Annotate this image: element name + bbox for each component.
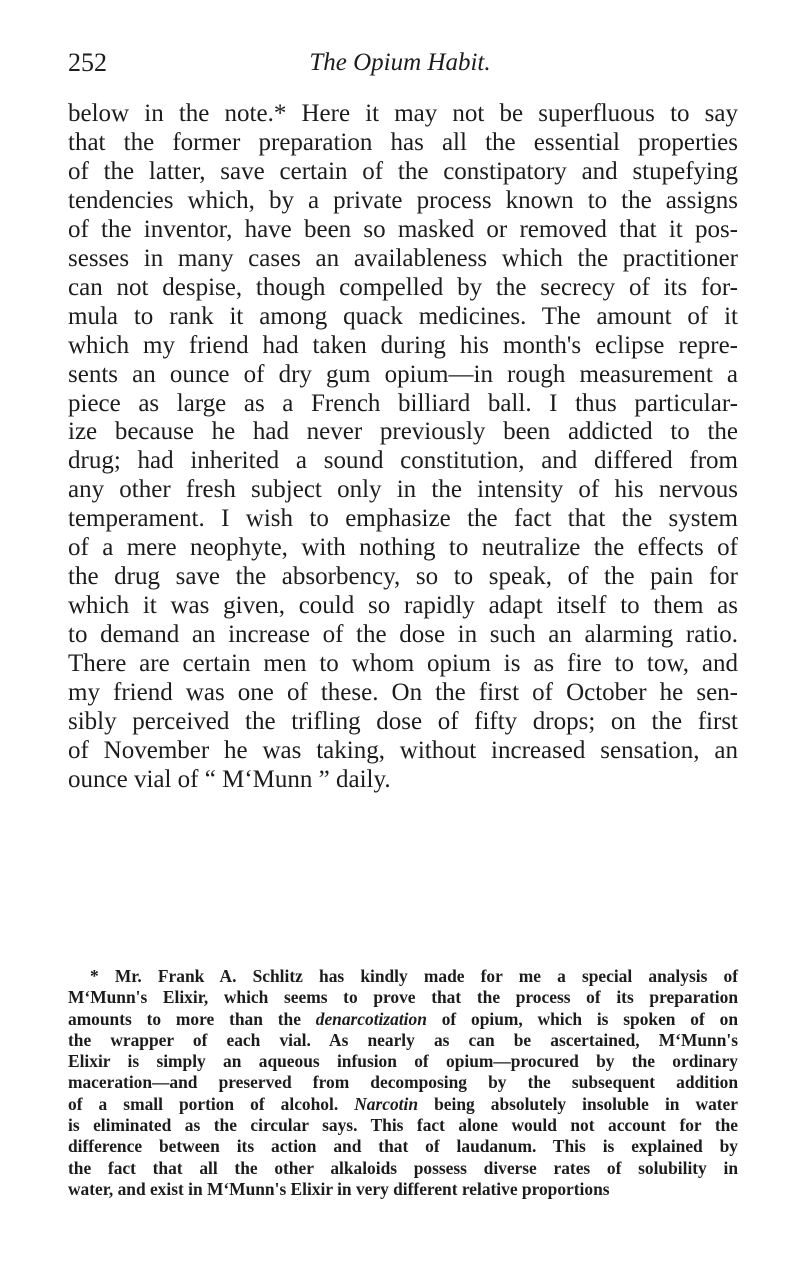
text-line: sents an ounce of dry gum opium—in rough measurement a: [68, 360, 738, 388]
text-line: any other fresh subject only in the intensity of his nervous: [68, 476, 738, 504]
text-line: mula to rank it among quack medicines. The amount of it: [68, 302, 738, 330]
text-line: that the former preparation has all the essential properties: [68, 128, 738, 156]
footnote-line: difference between its action and that of laudanum. This is explained by: [68, 1136, 738, 1157]
footnote-line: [68, 1009, 738, 1030]
text-line: my friend was one of these. On the first of October he sen-: [68, 679, 738, 707]
text-line: which my friend had taken during his month's eclipse repre-: [68, 331, 738, 359]
text-line: the drug save the absorbency, so to speak, of the pain for: [68, 563, 738, 591]
running-title: The Opium Habit.: [309, 49, 491, 76]
text-line: of the latter, save certain of the constipatory and stupefying: [68, 157, 738, 185]
text-line: ounce vial of “ M‘Munn ” daily.: [68, 765, 391, 793]
footnote-text: of opium, which is spoken of on: [426, 1008, 738, 1029]
footnote-text: of a small portion of alcohol.: [68, 1093, 355, 1114]
text-line: of November he was taking, without increased sensation, an: [68, 736, 738, 764]
text-line: tendencies which, by a private process known to the assigns: [68, 186, 738, 214]
page-number: 252: [68, 48, 107, 77]
footnote-italic-term: Narcotin: [354, 1093, 419, 1114]
text-line: of a mere neophyte, with nothing to neutralize the effects of: [68, 534, 738, 562]
footnote-italic-term: denarcotization: [315, 1008, 427, 1029]
footnote-text: amounts to more than the: [68, 1008, 316, 1029]
text-line: of the inventor, have been so masked or removed that it pos-: [68, 215, 738, 243]
text-line: can not despise, though compelled by the secrecy of its for-: [68, 273, 738, 301]
text-line: sesses in many cases an availableness which the practitioner: [68, 244, 738, 272]
footnote-line: [68, 1094, 738, 1115]
text-line: sibly perceived the trifling dose of fifty drops; on the first: [68, 708, 738, 736]
text-line: drug; had inherited a sound constitution, and differed from: [68, 447, 738, 475]
text-line: ize because he had never previously been addicted to the: [68, 418, 738, 446]
text-line: temperament. I wish to emphasize the fact that the system: [68, 505, 738, 533]
footnote-line: the fact that all the other alkaloids possess diverse rates of solubility in: [68, 1157, 738, 1178]
main-paragraph: [68, 100, 738, 795]
text-line: below in the note.* Here it may not be superfluous to say: [68, 100, 738, 127]
footnote-line: M‘Munn's Elixir, which seems to prove that the process of its preparation: [68, 987, 738, 1008]
footnote-line: Elixir is simply an aqueous infusion of opium—procured by the ordinary: [68, 1051, 738, 1072]
footnote-line: maceration—and preserved from decomposing by the subsequent addition: [68, 1072, 738, 1093]
footnote: [68, 966, 738, 1200]
text-line: to demand an increase of the dose in such an alarming ratio.: [68, 621, 738, 649]
footnote-line: is eliminated as the circular says. This fact alone would not account for the: [68, 1115, 738, 1136]
page-header: [68, 46, 732, 80]
footnote-text: being absolutely insoluble in water: [418, 1093, 738, 1114]
text-line: There are certain men to whom opium is as fire to tow, and: [68, 650, 738, 678]
footnote-line: water, and exist in M‘Munn's Elixir in very different relative proportions: [68, 1178, 610, 1199]
text-line: which it was given, could so rapidly adapt itself to them as: [68, 592, 738, 620]
footnote-line: the wrapper of each vial. As nearly as can be ascertained, M‘Munn's: [68, 1029, 738, 1050]
text-line: piece as large as a French billiard ball. I thus particular-: [68, 389, 738, 417]
footnote-line: * Mr. Frank A. Schlitz has kindly made for me a special analysis of: [90, 966, 738, 986]
